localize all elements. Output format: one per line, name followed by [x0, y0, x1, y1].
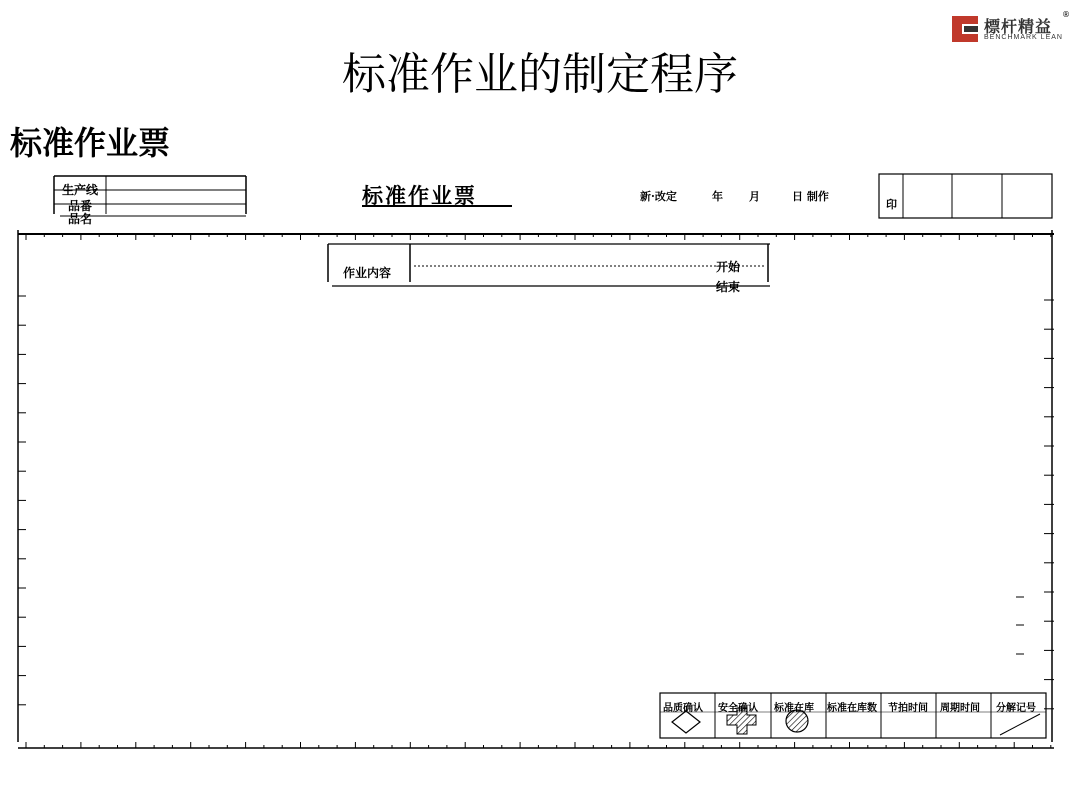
- sheet-title: 标准作业票: [362, 183, 477, 208]
- stamp-label: 印: [886, 198, 897, 211]
- legend-standard-wip-count: 标准在库数: [827, 703, 877, 714]
- legend-cycle-time: 周期时间: [940, 703, 980, 714]
- revision-year: 年: [712, 190, 723, 203]
- section-heading: 标准作业票: [10, 124, 171, 162]
- revision-day-made: 日 制作: [792, 190, 829, 203]
- revision-new-revise: 新·改定: [640, 190, 677, 203]
- end-label: 结束: [716, 280, 741, 294]
- field-part-name: 品名: [68, 212, 93, 226]
- legend-standard-wip: 标准在库: [774, 703, 814, 714]
- legend-quality-check: 品质确认: [663, 703, 703, 714]
- diagonal-line-icon: [1000, 714, 1040, 735]
- start-label: 开始: [716, 260, 741, 274]
- registered-mark: ®: [1062, 10, 1070, 19]
- legend-breakdown-mark: 分解记号: [996, 703, 1036, 714]
- legend-takt-time: 节拍时间: [888, 703, 928, 714]
- work-content-label: 作业内容: [343, 266, 392, 280]
- revision-month: 月: [749, 190, 760, 203]
- brand-name-cn: 標杆精益: [984, 17, 1053, 36]
- legend-safety-check: 安全确认: [718, 703, 758, 714]
- field-part-number: 品番: [68, 199, 93, 213]
- brand-name-en: BENCHMARK LEAN: [984, 34, 1063, 41]
- slide-title: 标准作业的制定程序: [342, 49, 738, 100]
- diamond-icon: [672, 711, 700, 733]
- field-production-line: 生产线: [62, 183, 99, 197]
